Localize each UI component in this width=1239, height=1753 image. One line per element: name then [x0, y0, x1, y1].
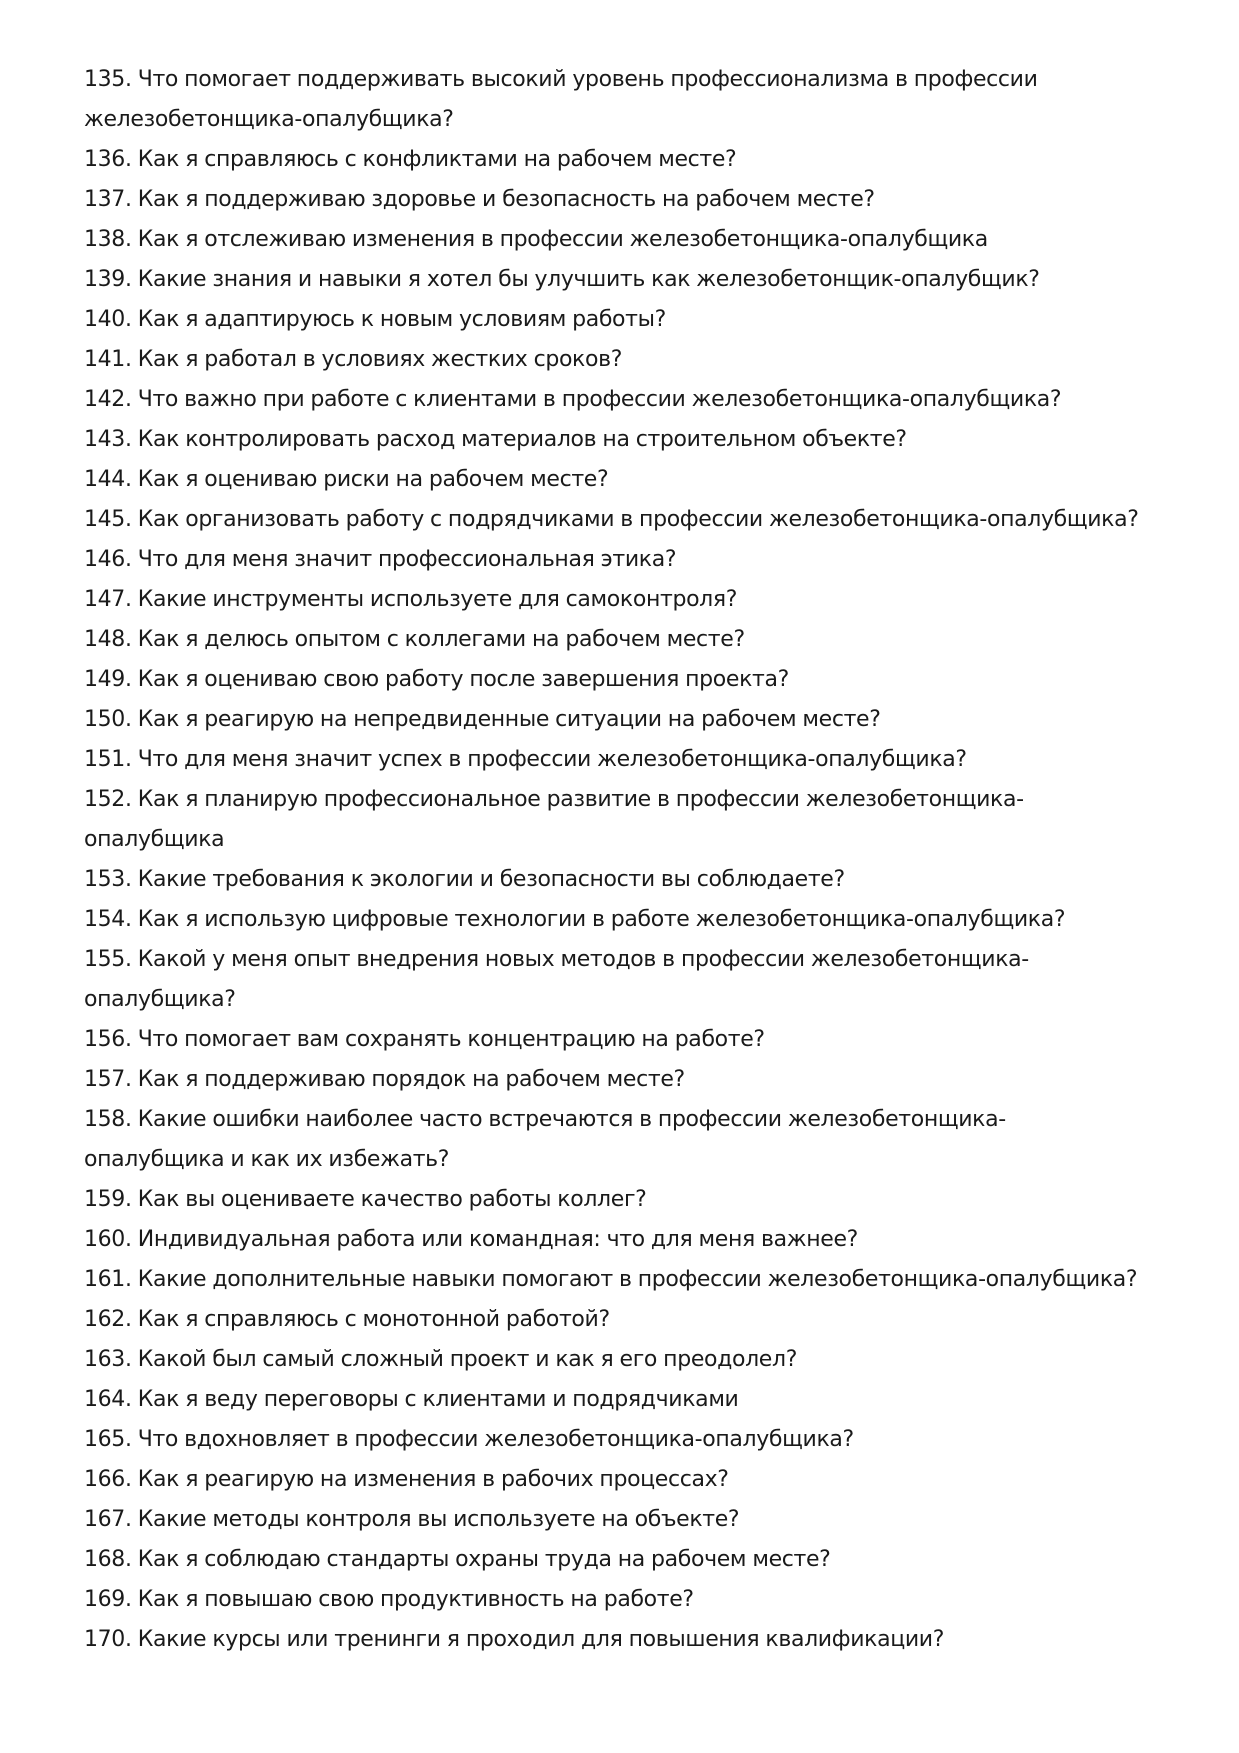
question-item — [84, 260, 1179, 300]
question-text-line: 153. Какие требования к экологии и безопасности вы соблюдаете? — [84, 867, 845, 892]
question-text-line: 170. Какие курсы или тренинги я проходил для повышения квалификации? — [84, 1627, 945, 1652]
question-text-line: 145. Как организовать работу с подрядчиками в профессии железобетонщика-опалубщика? — [84, 507, 1139, 532]
question-item — [84, 1540, 1179, 1580]
question-text-line: 168. Как я соблюдаю стандарты охраны труда на рабочем месте? — [84, 1547, 831, 1572]
question-text-line: 159. Как вы оцениваете качество работы коллег? — [84, 1187, 647, 1212]
question-text-line: 140. Как я адаптируюсь к новым условиям работы? — [84, 307, 666, 332]
question-text-line: 157. Как я поддерживаю порядок на рабочем месте? — [84, 1067, 685, 1092]
question-text-line: 163. Какой был самый сложный проект и как я его преодолел? — [84, 1347, 798, 1372]
question-item — [84, 1260, 1179, 1300]
question-text-line: 146. Что для меня значит профессиональная этика? — [84, 547, 677, 572]
question-text-line: 166. Как я реагирую на изменения в рабочих процессах? — [84, 1467, 729, 1492]
question-item — [84, 420, 1179, 460]
question-text-line: 148. Как я делюсь опытом с коллегами на рабочем месте? — [84, 627, 745, 652]
question-item — [84, 1340, 1179, 1380]
question-item — [84, 1180, 1179, 1220]
question-text-line: 161. Какие дополнительные навыки помогают в профессии железобетонщика-опалубщика? — [84, 1267, 1138, 1292]
question-item — [84, 140, 1179, 180]
question-item — [84, 1100, 1179, 1180]
question-item — [84, 1500, 1179, 1540]
question-item — [84, 1060, 1179, 1100]
question-text-line: 160. Индивидуальная работа или командная: что для меня важнее? — [84, 1227, 858, 1252]
question-item — [84, 1380, 1179, 1420]
question-text-line: 155. Какой у меня опыт внедрения новых методов в профессии железобетонщика- — [84, 947, 1029, 972]
question-item — [84, 660, 1179, 700]
question-list — [84, 60, 1179, 1660]
question-item — [84, 1460, 1179, 1500]
question-text-line: 158. Какие ошибки наиболее часто встречаются в профессии железобетонщика- — [84, 1107, 1006, 1132]
question-text-line: опалубщика и как их избежать? — [84, 1147, 450, 1172]
question-item — [84, 740, 1179, 780]
question-item — [84, 1580, 1179, 1620]
question-text-line: 139. Какие знания и навыки я хотел бы улучшить как железобетонщик-опалубщик? — [84, 267, 1040, 292]
question-item — [84, 900, 1179, 940]
question-item — [84, 500, 1179, 540]
question-item — [84, 300, 1179, 340]
question-text-line: 154. Как я использую цифровые технологии в работе железобетонщика-опалубщика? — [84, 907, 1066, 932]
question-item — [84, 700, 1179, 740]
question-item — [84, 1220, 1179, 1260]
question-item — [84, 860, 1179, 900]
question-item — [84, 940, 1179, 1020]
question-item — [84, 580, 1179, 620]
question-item — [84, 180, 1179, 220]
question-item — [84, 1020, 1179, 1060]
question-text-line: 136. Как я справляюсь с конфликтами на рабочем месте? — [84, 147, 737, 172]
question-text-line: 149. Как я оцениваю свою работу после завершения проекта? — [84, 667, 789, 692]
question-text-line: 144. Как я оцениваю риски на рабочем месте? — [84, 467, 609, 492]
question-text-line: 164. Как я веду переговоры с клиентами и подрядчиками — [84, 1387, 739, 1412]
question-item — [84, 1300, 1179, 1340]
question-text-line: 138. Как я отслеживаю изменения в профессии железобетонщика-опалубщика — [84, 227, 988, 252]
question-text-line: 143. Как контролировать расход материалов на строительном объекте? — [84, 427, 907, 452]
question-text-line: 165. Что вдохновляет в профессии железобетонщика-опалубщика? — [84, 1427, 854, 1452]
question-item — [84, 60, 1179, 140]
question-text-line: опалубщика — [84, 827, 225, 852]
question-text-line: 152. Как я планирую профессиональное развитие в профессии железобетонщика- — [84, 787, 1024, 812]
question-text-line: 169. Как я повышаю свою продуктивность на работе? — [84, 1587, 694, 1612]
question-text-line: 142. Что важно при работе с клиентами в профессии железобетонщика-опалубщика? — [84, 387, 1062, 412]
question-item — [84, 1420, 1179, 1460]
question-text-line: 141. Как я работал в условиях жестких сроков? — [84, 347, 623, 372]
question-item — [84, 620, 1179, 660]
question-text-line: 135. Что помогает поддерживать высокий уровень профессионализма в профессии — [84, 67, 1038, 92]
question-item — [84, 380, 1179, 420]
question-item — [84, 1620, 1179, 1660]
question-text-line: железобетонщика-опалубщика? — [84, 107, 454, 132]
question-text-line: опалубщика? — [84, 987, 236, 1012]
question-text-line: 156. Что помогает вам сохранять концентрацию на работе? — [84, 1027, 765, 1052]
question-item — [84, 460, 1179, 500]
question-item — [84, 780, 1179, 860]
question-item — [84, 540, 1179, 580]
question-text-line: 137. Как я поддерживаю здоровье и безопасность на рабочем месте? — [84, 187, 875, 212]
question-text-line: 150. Как я реагирую на непредвиденные ситуации на рабочем месте? — [84, 707, 881, 732]
question-item — [84, 340, 1179, 380]
question-item — [84, 220, 1179, 260]
question-text-line: 147. Какие инструменты используете для самоконтроля? — [84, 587, 738, 612]
question-text-line: 162. Как я справляюсь с монотонной работой? — [84, 1307, 610, 1332]
question-text-line: 151. Что для меня значит успех в профессии железобетонщика-опалубщика? — [84, 747, 967, 772]
question-text-line: 167. Какие методы контроля вы используете на объекте? — [84, 1507, 740, 1532]
